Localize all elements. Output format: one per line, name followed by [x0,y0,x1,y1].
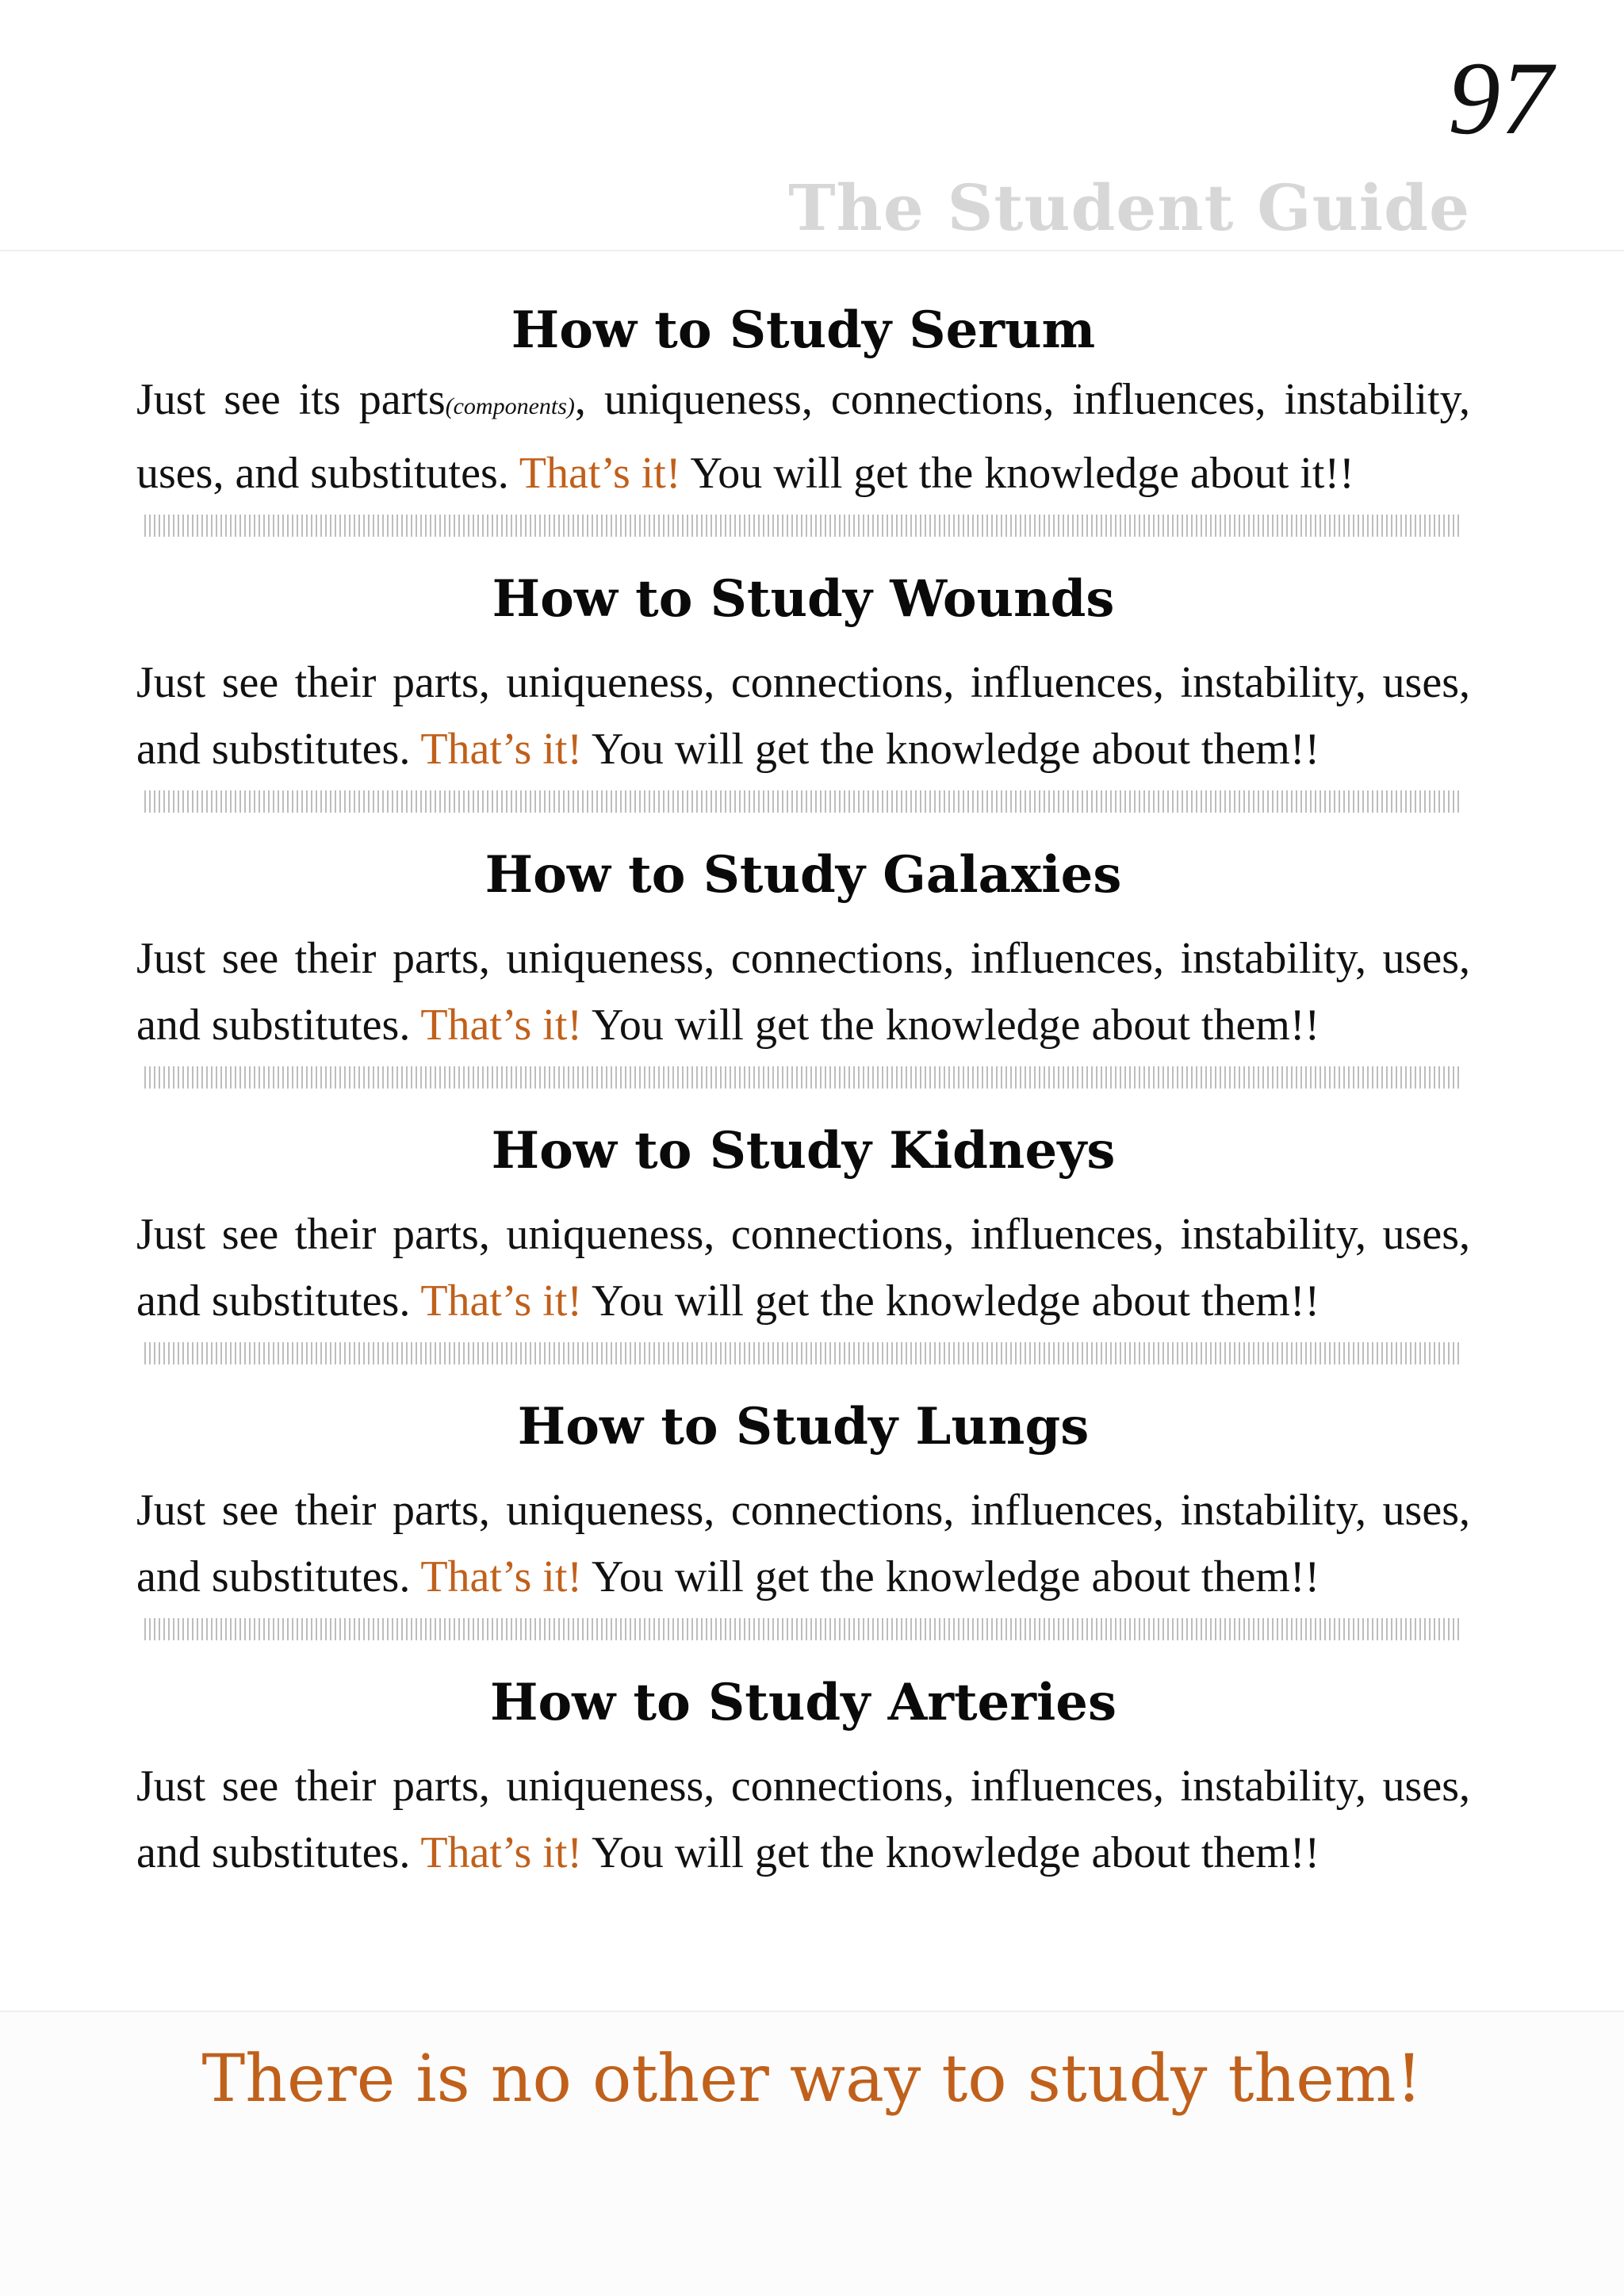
body-closing: You will get the knowledge about them!! [582,1552,1320,1601]
section-title: How to Study Galaxies [485,845,1122,905]
main-content [136,295,1470,1886]
page-number: 97 [1448,40,1553,156]
section-title: How to Study Serum [511,300,1096,360]
emphasis-text: That’s it! [420,725,583,774]
body-closing: You will get the knowledge about it!! [680,449,1354,498]
body-lead: Just see its parts [136,375,446,424]
section-body [136,1477,1470,1610]
section-arteries [136,1667,1470,1886]
section-wounds [136,564,1470,813]
section-title: How to Study Wounds [492,569,1115,629]
section-title: How to Study Lungs [517,1397,1090,1456]
body-closing: You will get the knowledge about them!! [582,1828,1320,1877]
section-lungs [136,1391,1470,1640]
body-text: Just see their parts, uniqueness, connections, influences, instability, uses, and substitutes. [136,1210,1470,1326]
section-body [136,366,1470,507]
emphasis-text: That’s it! [420,1828,583,1877]
section-body [136,649,1470,783]
section-galaxies [136,840,1470,1089]
body-closing: You will get the knowledge about them!! [582,1276,1320,1326]
emphasis-text: That’s it! [420,1552,583,1601]
section-divider [144,790,1462,813]
header-divider [0,250,1624,251]
section-divider [144,1342,1462,1364]
footer-divider [0,2011,1624,2012]
body-text: Just see their parts, uniqueness, connections, influences, instability, uses, and substitutes. [136,1486,1470,1601]
section-divider [144,1618,1462,1640]
body-text: , uniqueness, connections, influences, instability, uses, and substitutes. [136,375,1470,498]
body-closing: You will get the knowledge about them!! [582,1001,1320,1050]
body-text: Just see their parts, uniqueness, connections, influences, instability, uses, and substitutes. [136,1762,1470,1877]
section-kidneys [136,1115,1470,1364]
section-body [136,1201,1470,1334]
body-closing: You will get the knowledge about them!! [582,725,1320,774]
section-serum [136,295,1470,537]
emphasis-text: That’s it! [420,1276,583,1326]
running-header-title: The Student Guide [788,170,1470,245]
body-text: Just see their parts, uniqueness, connections, influences, instability, uses, and substitutes. [136,934,1470,1050]
body-text: Just see their parts, uniqueness, connections, influences, instability, uses, and substitutes. [136,658,1470,774]
emphasis-text: That’s it! [420,1001,583,1050]
section-divider [144,1066,1462,1089]
section-title: How to Study Arteries [489,1673,1117,1732]
section-body [136,1753,1470,1886]
section-body [136,925,1470,1058]
components-note: (components) [445,393,575,419]
closing-statement: There is no other way to study them! [201,2042,1423,2117]
section-divider [144,515,1462,537]
section-title: How to Study Kidneys [491,1121,1116,1181]
emphasis-text: That’s it! [519,449,681,498]
